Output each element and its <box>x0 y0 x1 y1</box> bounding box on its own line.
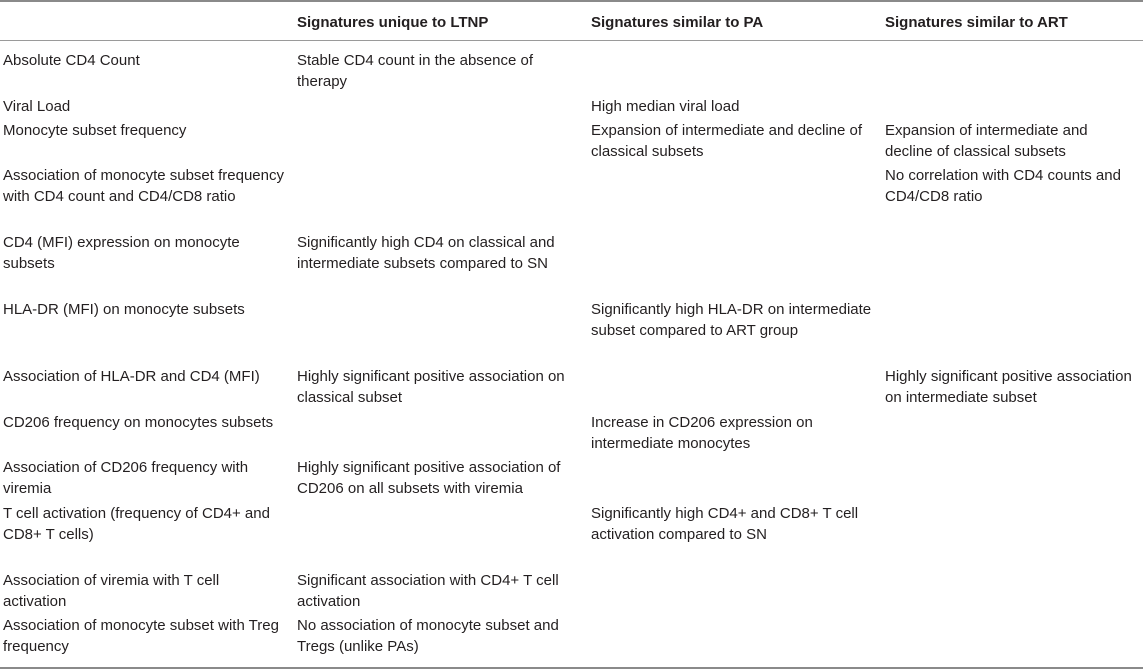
parameter-cell: Association of monocyte subset frequency with CD4 count and CD4/CD8 ratio <box>3 167 284 206</box>
table-row <box>0 165 1143 232</box>
ltnp-cell <box>293 503 587 570</box>
ltnp-cell: Significant association with CD4+ T cell activation <box>297 572 559 611</box>
header-cell-pa: Signatures similar to PA <box>591 14 764 31</box>
ltnp-cell <box>293 96 587 120</box>
header-cell-ltnp: Signatures unique to LTNP <box>297 14 489 31</box>
parameter-cell: HLA-DR (MFI) on monocyte subsets <box>3 301 245 318</box>
parameter-cell: CD4 (MFI) expression on monocyte subsets <box>3 234 240 273</box>
table-row <box>0 50 1143 96</box>
art-cell <box>881 96 1143 120</box>
table-row <box>0 299 1143 366</box>
table-bottom-rule <box>0 667 1143 669</box>
art-cell: No correlation with CD4 counts and CD4/CD8 ratio <box>885 167 1121 206</box>
table-row <box>0 412 1143 457</box>
ltnp-cell: Significantly high CD4 on classical and intermediate subsets compared to SN <box>297 234 555 273</box>
table-header-row <box>0 2 1143 41</box>
art-cell <box>881 503 1143 570</box>
table-row <box>0 366 1143 412</box>
table-row <box>0 232 1143 299</box>
pa-cell: High median viral load <box>591 98 740 115</box>
pa-cell: Increase in CD206 expression on intermediate monocytes <box>591 414 813 453</box>
ltnp-cell <box>293 412 587 457</box>
table-row <box>0 503 1143 570</box>
header-cell-parameter <box>0 2 293 40</box>
parameter-cell: Association of CD206 frequency with viremia <box>3 459 249 498</box>
pa-cell: Significantly high HLA-DR on intermediate subset compared to ART group <box>591 301 872 340</box>
pa-cell <box>587 366 881 412</box>
parameter-cell: Association of viremia with T cell activation <box>3 572 220 611</box>
parameter-cell: Association of monocyte subset with Treg frequency <box>3 617 279 656</box>
pa-cell: Expansion of intermediate and decline of classical subsets <box>591 122 863 161</box>
art-cell <box>881 50 1143 96</box>
parameter-cell: Absolute CD4 Count <box>3 52 140 69</box>
table-row <box>0 120 1143 165</box>
ltnp-cell <box>293 120 587 165</box>
parameter-cell: T cell activation (frequency of CD4+ and CD8+ T cells) <box>3 505 270 544</box>
ltnp-cell <box>293 165 587 232</box>
parameter-cell: Monocyte subset frequency <box>3 122 187 139</box>
parameter-cell: Association of HLA-DR and CD4 (MFI) <box>3 368 260 385</box>
art-cell <box>881 232 1143 299</box>
parameter-cell: CD206 frequency on monocytes subsets <box>3 414 274 431</box>
pa-cell <box>587 232 881 299</box>
art-cell <box>881 457 1143 503</box>
table-row <box>0 457 1143 503</box>
parameter-cell: Viral Load <box>3 98 71 115</box>
art-cell: Highly significant positive association on intermediate subset <box>885 368 1132 407</box>
ltnp-cell <box>293 299 587 366</box>
pa-cell <box>587 50 881 96</box>
header-cell-art: Signatures similar to ART <box>885 14 1068 31</box>
pa-cell <box>587 457 881 503</box>
art-cell: Expansion of intermediate and decline of classical subsets <box>885 122 1088 161</box>
pa-cell <box>587 165 881 232</box>
art-cell <box>881 412 1143 457</box>
art-cell <box>881 299 1143 366</box>
ltnp-cell: Highly significant positive association of CD206 on all subsets with viremia <box>297 459 561 498</box>
ltnp-cell: Stable CD4 count in the absence of therapy <box>297 52 533 91</box>
table-row <box>0 96 1143 120</box>
art-cell <box>881 570 1143 615</box>
table-row <box>0 570 1143 615</box>
pa-cell <box>587 615 881 661</box>
ltnp-cell: No association of monocyte subset and Tregs (unlike PAs) <box>297 617 559 656</box>
pa-cell <box>587 570 881 615</box>
art-cell <box>881 615 1143 661</box>
pa-cell: Significantly high CD4+ and CD8+ T cell activation compared to SN <box>591 505 859 544</box>
table-row <box>0 615 1143 661</box>
ltnp-cell: Highly significant positive association on classical subset <box>297 368 565 407</box>
